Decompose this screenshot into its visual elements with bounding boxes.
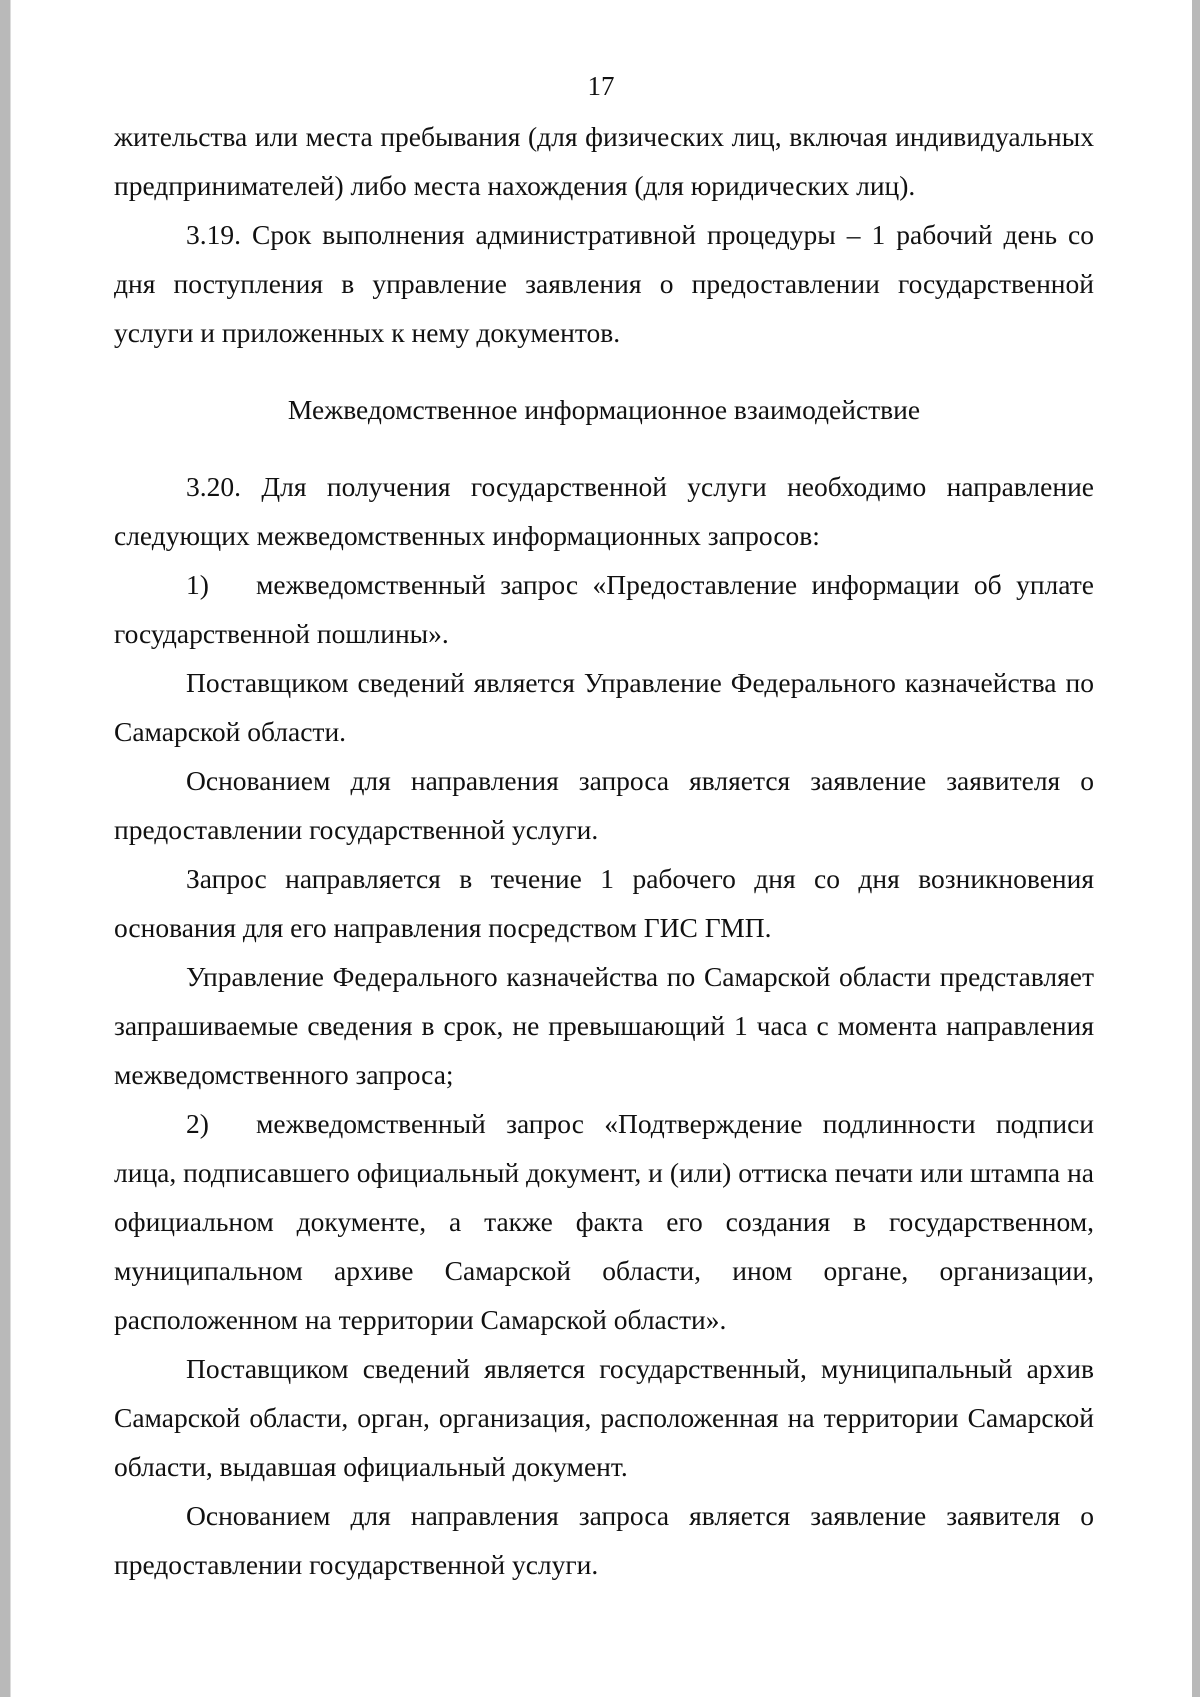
paragraph-supplier-1: Поставщиком сведений является Управление Федерального казначейства по Самарской области. <box>114 667 1094 747</box>
paragraph-basis-2: Основанием для направления запроса является заявление заявителя о предоставлении государственной услуги. <box>114 1500 1094 1580</box>
page-number: 17 <box>587 71 615 101</box>
document-body <box>114 112 1094 1589</box>
paragraph-3-20: 3.20. Для получения государственной услуги необходимо направление следующих межведомственных информационных запросов: <box>114 471 1094 551</box>
document-page <box>10 0 1192 1697</box>
list-item-2 <box>114 1099 1094 1344</box>
paragraph-supplier-2: Поставщиком сведений является государственный, муниципальный архив Самарской области, орган, организация, расположенная на территории Самарской области, выдавшая официальный документ. <box>114 1353 1094 1482</box>
paragraph-treasury: Управление Федерального казначейства по Самарской области представляет запрашиваемые сведения в срок, не превышающий 1 часа с момента направления межведомственного запроса; <box>114 961 1094 1090</box>
paragraph-request-1: Запрос направляется в течение 1 рабочего дня со дня возникновения основания для его направления посредством ГИС ГМП. <box>114 863 1094 943</box>
list-item-1-number: 1) <box>186 569 209 600</box>
paragraph-3-19: 3.19. Срок выполнения административной процедуры – 1 рабочий день со дня поступления в управление заявления о предоставлении государственной услуги и приложенных к нему документов. <box>114 219 1094 348</box>
section-heading: Межведомственное информационное взаимодействие <box>287 394 921 425</box>
page-edge <box>10 0 11 1697</box>
list-item-2-number: 2) <box>186 1108 209 1139</box>
list-item-1-text: межведомственный запрос «Предоставление информации об уплате государственной пошлины». <box>114 569 1094 649</box>
list-item-2-text: межведомственный запрос «Подтверждение подлинности подписи лица, подписавшего официальный документ, и (или) оттиска печати или штампа на официальном документе, а также факта его создания в государственном, муниципальном архиве Самарской области, ином органе, организации, расположенном на территории Самарской области». <box>114 1108 1094 1335</box>
list-item-1 <box>114 560 1094 658</box>
paragraph-continuation: жительства или места пребывания (для физических лиц, включая индивидуальных предпринимателей) либо места нахождения (для юридических лиц). <box>114 121 1094 201</box>
paragraph-basis-1: Основанием для направления запроса является заявление заявителя о предоставлении государственной услуги. <box>114 765 1094 845</box>
